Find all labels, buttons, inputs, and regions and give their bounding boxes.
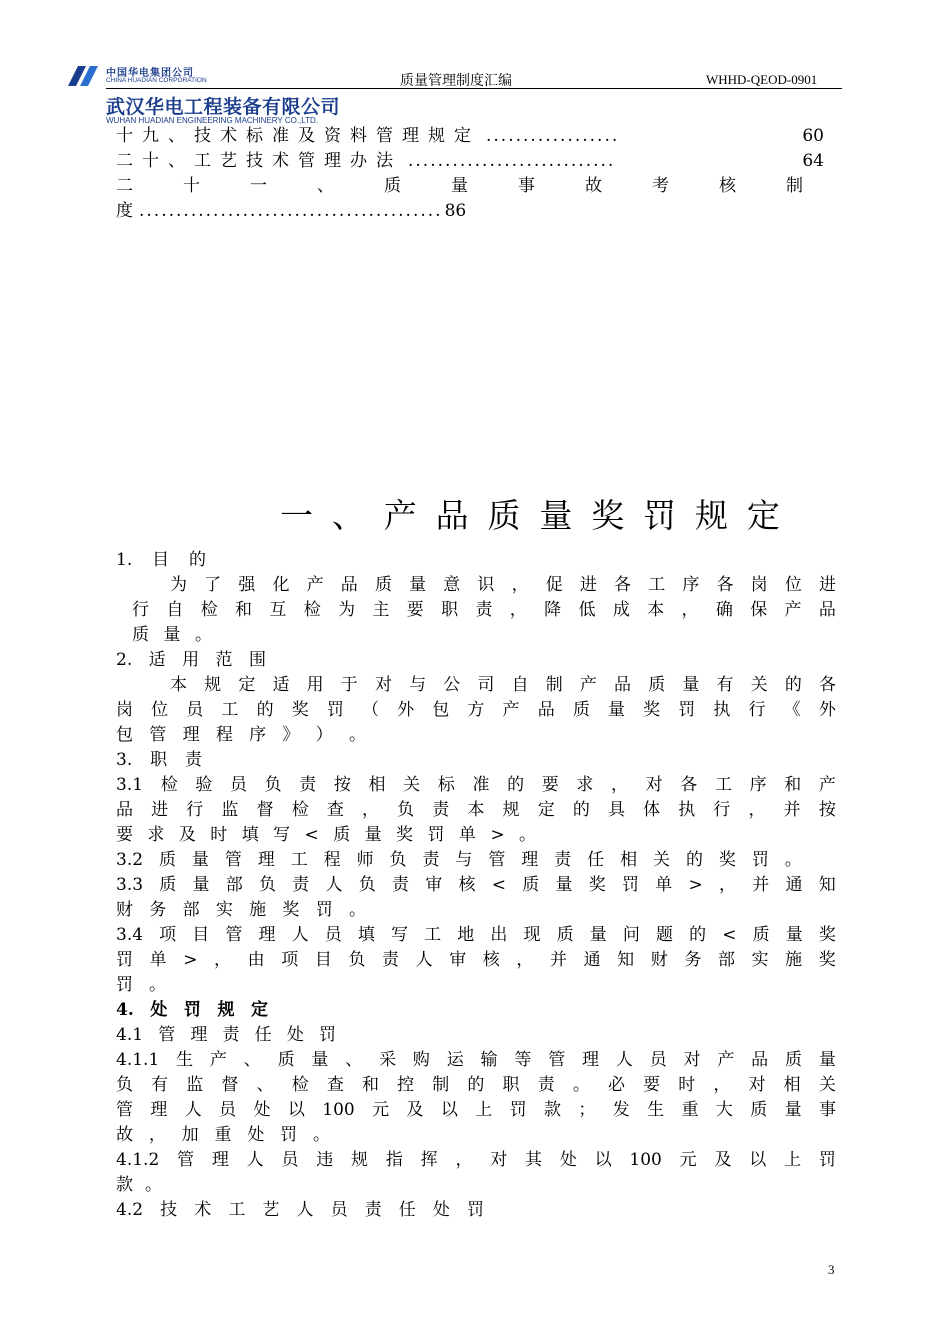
body-line: 4. 处 罚 规 定 [116,1000,268,1020]
section-title-char: 产 [383,496,417,535]
body-line: 要 求 及 时 填 写 < 质 量 奖 罚 单 > 。 [116,825,536,845]
body-line: 岗 位 员 工 的 奖 罚 （ 外 包 方 产 品 质 量 奖 罚 执 行 《 外 [116,700,836,720]
section-title [280,490,780,537]
section-title-char: 一 [280,496,313,535]
body-line: 罚 单 > ， 由 项 目 负 责 人 审 核 ， 并 通 知 财 务 部 实 施 奖 [116,950,836,970]
body-line: 管 理 人 员 处 以 100 元 及 以 上 罚 款 ； 发 生 重 大 质 量 事 [116,1100,836,1120]
body-line: 本 规 定 适 用 于 对 与 公 司 自 制 产 品 质 量 有 关 的 各 [170,675,836,695]
toc-label: 二十、工艺技术管理办法 [116,151,402,171]
body-line: 品 进 行 监 督 检 查 ， 负 责 本 规 定 的 具 体 执 行 ， 并 按 [116,800,836,820]
company-name-en: WUHAN HUADIAN ENGINEERING MACHINERY CO.,LTD. [106,116,319,125]
toc-item[interactable] [116,149,836,174]
company-name-cn: 武汉华电工程装备有限公司 [106,96,341,118]
toc-leader: ......................................... [139,201,443,221]
section-title-char: 规 [695,496,728,535]
body-line: 3. 职 责 [116,750,202,770]
toc-label: 二十一、质量事故考核制 [116,176,853,196]
body-line: 质 量 。 [132,625,212,645]
logo-mark-icon [64,64,102,88]
group-name-cn: 中国华电集团公司 [106,68,194,79]
body-line: 3.4 项 目 管 理 人 员 填 写 工 地 出 现 质 量 问 题 的 < 质 量 奖 [116,925,836,945]
section-title-char: 罚 [643,496,677,535]
body-line: 3.3 质 量 部 负 责 人 负 责 审 核 < 质 量 奖 罚 单 > ， 并 通 知 [116,875,836,895]
body-line: 故 ， 加 重 处 罚 。 [116,1125,330,1145]
body-line: 为 了 强 化 产 品 质 量 意 识 ， 促 进 各 工 序 各 岗 位 进 [170,575,836,595]
body-line: 负 有 监 督 、 检 查 和 控 制 的 职 责 。 必 要 时 ， 对 相 关 [116,1075,836,1095]
document-title: 质量管理制度汇编 [400,73,512,89]
group-name-en: CHINA HUADIAN CORPORATION [106,77,207,84]
document-code: WHHD-QEOD-0901 [706,72,818,87]
section-title-char: 质 [487,496,521,535]
body-line: 2. 适 用 范 围 [116,650,266,670]
toc-leader: ............................ [408,151,616,171]
toc-leader: .................. [486,126,620,146]
section-title-char: 奖 [591,496,625,535]
section-title-char: 量 [539,496,573,535]
body-line: 4.1.1 生 产 、 质 量 、 采 购 运 输 等 管 理 人 员 对 产 品 质 量 [116,1050,836,1070]
body-line: 1. 目 的 [116,550,206,570]
toc-label: 度 [116,201,133,221]
section-title-char: 、 [331,496,365,535]
body-line: 包 管 理 程 序 》 ） 。 [116,725,366,745]
header-rule [106,88,842,89]
toc-page: 86 [444,201,467,221]
toc-item[interactable] [116,124,836,149]
body-line: 4.2 技 术 工 艺 人 员 责 任 处 罚 [116,1200,484,1220]
body-line: 行 自 检 和 互 检 为 主 要 职 责 ， 降 低 成 本 ， 确 保 产 品 [132,600,836,620]
toc-page: 64 [802,151,824,171]
body-line: 财 务 部 实 施 奖 罚 。 [116,900,366,920]
body-line: 4.1 管 理 责 任 处 罚 [116,1025,336,1045]
section-title-char: 定 [746,496,780,535]
section-title-char: 品 [435,496,469,535]
body-line: 款 。 [116,1175,162,1195]
body-line: 3.2 质 量 管 理 工 程 师 负 责 与 管 理 责 任 相 关 的 奖 罚 。 [116,850,802,870]
page-number: 3 [828,1262,835,1277]
toc-item[interactable] [116,174,856,199]
toc-page: 60 [802,126,824,146]
toc-item[interactable] [116,199,636,224]
body-line: 4.1.2 管 理 人 员 违 规 指 挥 ， 对 其 处 以 100 元 及 以 上 罚 [116,1150,836,1170]
body-line: 罚 。 [116,975,166,995]
toc-label: 十九、技术标准及资料管理规定 [116,126,480,146]
body-line: 3.1 检 验 员 负 责 按 相 关 标 准 的 要 求 ， 对 各 工 序 和 产 [116,775,836,795]
